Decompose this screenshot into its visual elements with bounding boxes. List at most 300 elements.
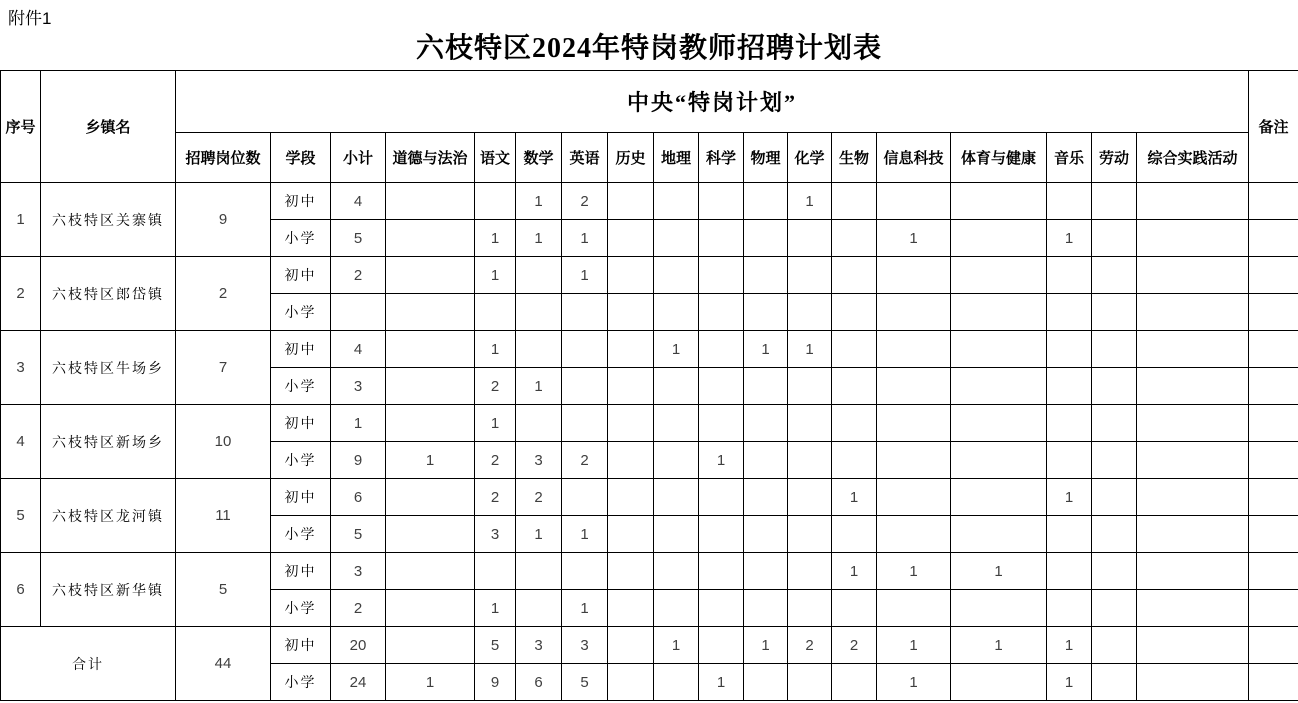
subtotal-cell: 5 xyxy=(331,220,386,257)
stage-cell: 初中 xyxy=(271,479,331,516)
subject-value-cell xyxy=(951,516,1047,553)
subject-value-cell xyxy=(1137,442,1249,479)
positions-cell: 11 xyxy=(176,479,271,553)
subject-value-cell: 1 xyxy=(699,442,744,479)
subject-value-cell xyxy=(832,664,877,701)
subject-value-cell xyxy=(744,294,788,331)
subject-value-cell xyxy=(744,220,788,257)
subject-value-cell xyxy=(654,183,699,220)
subject-value-cell xyxy=(608,331,654,368)
col-header-remark: 备注 xyxy=(1249,71,1298,183)
subject-value-cell: 1 xyxy=(744,627,788,664)
subject-value-cell xyxy=(654,590,699,627)
group-header-central-plan: 中央“特岗计划” xyxy=(176,71,1249,133)
stage-cell: 初中 xyxy=(271,257,331,294)
subject-value-cell xyxy=(608,553,654,590)
index-cell: 4 xyxy=(1,405,41,479)
subtotal-cell: 2 xyxy=(331,257,386,294)
subtotal-cell: 3 xyxy=(331,368,386,405)
remark-cell xyxy=(1249,294,1298,331)
subtotal-cell: 5 xyxy=(331,516,386,553)
col-header-subtotal: 小计 xyxy=(331,133,386,183)
subject-value-cell: 2 xyxy=(832,627,877,664)
township-row xyxy=(1,405,1298,442)
subject-value-cell: 2 xyxy=(562,442,608,479)
subject-value-cell xyxy=(951,405,1047,442)
col-header-subject: 化学 xyxy=(788,133,832,183)
subject-value-cell: 3 xyxy=(562,627,608,664)
subject-value-cell xyxy=(699,516,744,553)
subject-value-cell xyxy=(788,405,832,442)
stage-cell: 初中 xyxy=(271,553,331,590)
remark-cell xyxy=(1249,627,1298,664)
subject-value-cell xyxy=(832,368,877,405)
col-header-subject: 体育与健康 xyxy=(951,133,1047,183)
subject-value-cell xyxy=(1047,516,1092,553)
subject-value-cell: 1 xyxy=(516,220,562,257)
subject-value-cell xyxy=(744,442,788,479)
subject-value-cell xyxy=(699,368,744,405)
remark-cell xyxy=(1249,331,1298,368)
subject-value-cell xyxy=(562,479,608,516)
subject-value-cell xyxy=(832,257,877,294)
subject-value-cell xyxy=(654,516,699,553)
subject-value-cell xyxy=(608,442,654,479)
subject-value-cell xyxy=(654,368,699,405)
stage-cell: 小学 xyxy=(271,516,331,553)
subject-value-cell xyxy=(654,257,699,294)
subject-value-cell: 1 xyxy=(832,553,877,590)
total-label-cell: 合计 xyxy=(1,627,176,701)
subject-value-cell xyxy=(1047,553,1092,590)
subject-value-cell xyxy=(832,220,877,257)
subject-value-cell xyxy=(788,553,832,590)
subject-value-cell: 1 xyxy=(1047,627,1092,664)
subject-value-cell xyxy=(654,294,699,331)
subject-value-cell xyxy=(475,294,516,331)
col-header-subject: 综合实践活动 xyxy=(1137,133,1249,183)
subject-value-cell xyxy=(654,664,699,701)
subject-value-cell xyxy=(699,479,744,516)
subject-value-cell: 1 xyxy=(475,331,516,368)
subject-value-cell xyxy=(1047,183,1092,220)
subject-value-cell xyxy=(744,479,788,516)
subject-value-cell xyxy=(562,405,608,442)
subject-value-cell xyxy=(562,294,608,331)
subject-value-cell xyxy=(788,442,832,479)
subject-value-cell xyxy=(1092,516,1137,553)
subject-value-cell xyxy=(1137,294,1249,331)
subject-value-cell xyxy=(654,442,699,479)
subject-value-cell xyxy=(516,405,562,442)
subject-value-cell xyxy=(699,331,744,368)
subtotal-cell: 4 xyxy=(331,331,386,368)
subject-value-cell: 1 xyxy=(744,331,788,368)
subject-value-cell xyxy=(788,257,832,294)
subject-value-cell xyxy=(1092,442,1137,479)
subject-value-cell xyxy=(1137,516,1249,553)
subject-value-cell xyxy=(744,590,788,627)
subject-value-cell: 1 xyxy=(516,368,562,405)
subject-value-cell xyxy=(1047,331,1092,368)
subject-value-cell: 1 xyxy=(654,331,699,368)
subject-value-cell xyxy=(1137,553,1249,590)
subject-value-cell xyxy=(1137,590,1249,627)
subject-value-cell: 2 xyxy=(475,442,516,479)
subject-value-cell xyxy=(877,590,951,627)
subject-value-cell xyxy=(832,183,877,220)
subject-value-cell: 2 xyxy=(788,627,832,664)
col-header-subject: 英语 xyxy=(562,133,608,183)
subject-value-cell xyxy=(386,183,475,220)
subject-value-cell: 5 xyxy=(562,664,608,701)
subject-value-cell xyxy=(877,516,951,553)
subject-value-cell: 3 xyxy=(475,516,516,553)
subject-value-cell: 1 xyxy=(562,257,608,294)
subject-value-cell xyxy=(608,405,654,442)
subject-value-cell: 1 xyxy=(832,479,877,516)
subject-value-cell: 1 xyxy=(1047,664,1092,701)
subject-value-cell: 1 xyxy=(877,553,951,590)
subject-value-cell: 1 xyxy=(788,331,832,368)
subject-value-cell xyxy=(832,590,877,627)
stage-cell: 初中 xyxy=(271,405,331,442)
subtotal-cell: 3 xyxy=(331,553,386,590)
subject-value-cell: 1 xyxy=(386,664,475,701)
page-title: 六枝特区2024年特岗教师招聘计划表 xyxy=(415,33,882,64)
township-row xyxy=(1,183,1298,220)
positions-cell: 2 xyxy=(176,257,271,331)
subject-value-cell xyxy=(699,220,744,257)
subject-value-cell xyxy=(699,257,744,294)
stage-cell: 初中 xyxy=(271,183,331,220)
subject-value-cell xyxy=(951,479,1047,516)
subject-value-cell: 2 xyxy=(562,183,608,220)
subject-value-cell xyxy=(475,183,516,220)
subject-value-cell: 1 xyxy=(1047,220,1092,257)
subject-value-cell: 1 xyxy=(788,183,832,220)
subject-value-cell: 1 xyxy=(951,627,1047,664)
remark-cell xyxy=(1249,183,1298,220)
remark-cell xyxy=(1249,257,1298,294)
township-cell: 六枝特区牛场乡 xyxy=(41,331,176,405)
subject-value-cell: 1 xyxy=(877,664,951,701)
subject-value-cell xyxy=(1047,590,1092,627)
subject-value-cell xyxy=(1047,368,1092,405)
subject-value-cell xyxy=(788,590,832,627)
remark-cell xyxy=(1249,479,1298,516)
index-cell: 3 xyxy=(1,331,41,405)
township-row xyxy=(1,553,1298,590)
subject-value-cell xyxy=(744,664,788,701)
subject-value-cell xyxy=(832,442,877,479)
township-cell: 六枝特区郎岱镇 xyxy=(41,257,176,331)
subject-value-cell xyxy=(1137,257,1249,294)
subject-value-cell xyxy=(877,257,951,294)
subject-value-cell xyxy=(951,220,1047,257)
subject-value-cell: 1 xyxy=(475,405,516,442)
subject-value-cell: 1 xyxy=(386,442,475,479)
subject-value-cell xyxy=(1092,405,1137,442)
subject-value-cell xyxy=(699,627,744,664)
subject-value-cell: 1 xyxy=(562,590,608,627)
subject-value-cell xyxy=(877,479,951,516)
subject-value-cell xyxy=(1137,664,1249,701)
stage-cell: 小学 xyxy=(271,294,331,331)
col-header-subject: 科学 xyxy=(699,133,744,183)
subject-value-cell: 2 xyxy=(516,479,562,516)
subject-value-cell: 2 xyxy=(475,479,516,516)
col-header-index: 序号 xyxy=(1,71,41,183)
subject-value-cell: 3 xyxy=(516,627,562,664)
subject-value-cell xyxy=(654,553,699,590)
subject-value-cell: 6 xyxy=(516,664,562,701)
subject-value-cell xyxy=(877,442,951,479)
subject-value-cell xyxy=(386,220,475,257)
remark-cell xyxy=(1249,442,1298,479)
subject-value-cell xyxy=(608,664,654,701)
subject-value-cell xyxy=(877,368,951,405)
subject-value-cell xyxy=(1047,294,1092,331)
township-row xyxy=(1,257,1298,294)
subject-value-cell: 1 xyxy=(562,516,608,553)
col-header-subject: 信息科技 xyxy=(877,133,951,183)
subject-value-cell xyxy=(386,553,475,590)
positions-cell: 7 xyxy=(176,331,271,405)
subject-value-cell xyxy=(699,590,744,627)
subject-value-cell xyxy=(608,627,654,664)
table-body xyxy=(1,183,1298,701)
subject-value-cell xyxy=(877,331,951,368)
subject-value-cell xyxy=(608,590,654,627)
subject-value-cell xyxy=(788,220,832,257)
remark-cell xyxy=(1249,664,1298,701)
subject-value-cell xyxy=(951,590,1047,627)
subject-value-cell: 1 xyxy=(516,183,562,220)
total-row xyxy=(1,627,1298,664)
subject-value-cell xyxy=(832,331,877,368)
subject-value-cell xyxy=(1092,664,1137,701)
attachment-label: 附件1 xyxy=(8,9,52,28)
subject-value-cell xyxy=(744,368,788,405)
township-cell: 六枝特区新华镇 xyxy=(41,553,176,627)
township-row xyxy=(1,479,1298,516)
col-header-subject: 生物 xyxy=(832,133,877,183)
subject-value-cell xyxy=(699,183,744,220)
subject-value-cell xyxy=(386,294,475,331)
subject-value-cell: 2 xyxy=(475,368,516,405)
stage-cell: 小学 xyxy=(271,590,331,627)
subject-value-cell xyxy=(788,294,832,331)
subject-value-cell xyxy=(386,479,475,516)
subject-value-cell xyxy=(699,294,744,331)
subject-value-cell xyxy=(832,516,877,553)
subject-value-cell xyxy=(386,405,475,442)
stage-cell: 小学 xyxy=(271,442,331,479)
subject-value-cell xyxy=(608,220,654,257)
subject-value-cell xyxy=(788,479,832,516)
subject-value-cell xyxy=(1092,257,1137,294)
index-cell: 1 xyxy=(1,183,41,257)
recruitment-plan-table xyxy=(0,70,1298,701)
subject-value-cell xyxy=(744,516,788,553)
subject-value-cell: 1 xyxy=(475,590,516,627)
subject-value-cell: 9 xyxy=(475,664,516,701)
col-header-subject: 地理 xyxy=(654,133,699,183)
subject-value-cell: 1 xyxy=(951,553,1047,590)
subject-value-cell xyxy=(744,553,788,590)
subject-value-cell xyxy=(1092,220,1137,257)
subject-value-cell: 1 xyxy=(699,664,744,701)
col-header-subject: 道德与法治 xyxy=(386,133,475,183)
subject-value-cell xyxy=(386,627,475,664)
col-header-subject: 音乐 xyxy=(1047,133,1092,183)
subject-value-cell xyxy=(386,257,475,294)
subject-value-cell xyxy=(1092,294,1137,331)
subject-value-cell: 1 xyxy=(475,257,516,294)
index-cell: 6 xyxy=(1,553,41,627)
remark-cell xyxy=(1249,368,1298,405)
subject-value-cell xyxy=(386,368,475,405)
positions-cell: 5 xyxy=(176,553,271,627)
remark-cell xyxy=(1249,220,1298,257)
subject-value-cell xyxy=(951,368,1047,405)
subject-value-cell xyxy=(608,479,654,516)
subject-value-cell xyxy=(1092,553,1137,590)
subject-value-cell xyxy=(1092,627,1137,664)
remark-cell xyxy=(1249,516,1298,553)
subtotal-cell: 24 xyxy=(331,664,386,701)
subject-value-cell xyxy=(788,368,832,405)
col-header-subject: 劳动 xyxy=(1092,133,1137,183)
subject-value-cell xyxy=(1047,405,1092,442)
subject-value-cell xyxy=(951,257,1047,294)
subject-value-cell: 1 xyxy=(877,220,951,257)
stage-cell: 小学 xyxy=(271,368,331,405)
stage-cell: 小学 xyxy=(271,664,331,701)
stage-cell: 初中 xyxy=(271,627,331,664)
subject-value-cell xyxy=(832,294,877,331)
subject-value-cell: 3 xyxy=(516,442,562,479)
subject-value-cell xyxy=(386,331,475,368)
subject-value-cell xyxy=(516,553,562,590)
subject-value-cell: 1 xyxy=(654,627,699,664)
subject-value-cell xyxy=(475,553,516,590)
subject-value-cell xyxy=(654,405,699,442)
subject-value-cell xyxy=(386,590,475,627)
subject-value-cell xyxy=(654,479,699,516)
subject-value-cell xyxy=(744,405,788,442)
positions-cell: 10 xyxy=(176,405,271,479)
stage-cell: 小学 xyxy=(271,220,331,257)
subtotal-cell: 2 xyxy=(331,590,386,627)
subject-value-cell xyxy=(608,368,654,405)
subject-value-cell xyxy=(877,183,951,220)
subject-value-cell: 1 xyxy=(1047,479,1092,516)
subject-value-cell: 1 xyxy=(877,627,951,664)
remark-cell xyxy=(1249,590,1298,627)
subject-value-cell xyxy=(1137,479,1249,516)
col-header-subject: 物理 xyxy=(744,133,788,183)
subject-value-cell xyxy=(608,183,654,220)
subject-value-cell xyxy=(951,442,1047,479)
subject-value-cell xyxy=(516,590,562,627)
subtotal-cell: 1 xyxy=(331,405,386,442)
subject-value-cell xyxy=(951,331,1047,368)
remark-cell xyxy=(1249,405,1298,442)
subject-value-cell: 1 xyxy=(562,220,608,257)
subject-value-cell xyxy=(788,516,832,553)
positions-cell: 9 xyxy=(176,183,271,257)
subject-value-cell xyxy=(608,294,654,331)
subject-value-cell xyxy=(562,368,608,405)
subject-value-cell xyxy=(744,183,788,220)
subject-value-cell: 1 xyxy=(475,220,516,257)
subject-value-cell xyxy=(877,294,951,331)
township-cell: 六枝特区关寨镇 xyxy=(41,183,176,257)
index-cell: 2 xyxy=(1,257,41,331)
col-header-township: 乡镇名 xyxy=(41,71,176,183)
subject-value-cell xyxy=(1137,627,1249,664)
township-cell: 六枝特区新场乡 xyxy=(41,405,176,479)
subject-value-cell xyxy=(608,257,654,294)
subject-value-cell xyxy=(516,294,562,331)
subject-value-cell xyxy=(832,405,877,442)
col-header-subject: 语文 xyxy=(475,133,516,183)
subject-value-cell xyxy=(951,294,1047,331)
subject-value-cell xyxy=(562,553,608,590)
subject-value-cell xyxy=(1092,590,1137,627)
remark-cell xyxy=(1249,553,1298,590)
subject-value-cell xyxy=(951,664,1047,701)
subject-value-cell xyxy=(1137,183,1249,220)
subject-value-cell xyxy=(699,405,744,442)
subject-value-cell xyxy=(1092,183,1137,220)
subject-value-cell xyxy=(1137,405,1249,442)
subject-value-cell xyxy=(1137,368,1249,405)
col-header-subject: 历史 xyxy=(608,133,654,183)
subtotal-cell: 4 xyxy=(331,183,386,220)
subject-value-cell xyxy=(608,516,654,553)
subject-value-cell xyxy=(1092,368,1137,405)
index-cell: 5 xyxy=(1,479,41,553)
subtotal-cell: 6 xyxy=(331,479,386,516)
subtotal-cell xyxy=(331,294,386,331)
subject-value-cell xyxy=(516,257,562,294)
subject-value-cell xyxy=(1047,442,1092,479)
subject-value-cell xyxy=(386,516,475,553)
subject-value-cell xyxy=(516,331,562,368)
subject-value-cell xyxy=(744,257,788,294)
subtotal-cell: 9 xyxy=(331,442,386,479)
township-row xyxy=(1,331,1298,368)
col-header-stage: 学段 xyxy=(271,133,331,183)
township-cell: 六枝特区龙河镇 xyxy=(41,479,176,553)
subject-value-cell xyxy=(1092,331,1137,368)
subject-value-cell xyxy=(1047,257,1092,294)
subject-value-cell xyxy=(877,405,951,442)
stage-cell: 初中 xyxy=(271,331,331,368)
subject-value-cell: 5 xyxy=(475,627,516,664)
subject-value-cell xyxy=(788,664,832,701)
subject-value-cell xyxy=(562,331,608,368)
subject-value-cell xyxy=(654,220,699,257)
col-header-positions: 招聘岗位数 xyxy=(176,133,271,183)
subtotal-cell: 20 xyxy=(331,627,386,664)
col-header-subject: 数学 xyxy=(516,133,562,183)
subject-value-cell xyxy=(1092,479,1137,516)
subject-value-cell xyxy=(1137,220,1249,257)
